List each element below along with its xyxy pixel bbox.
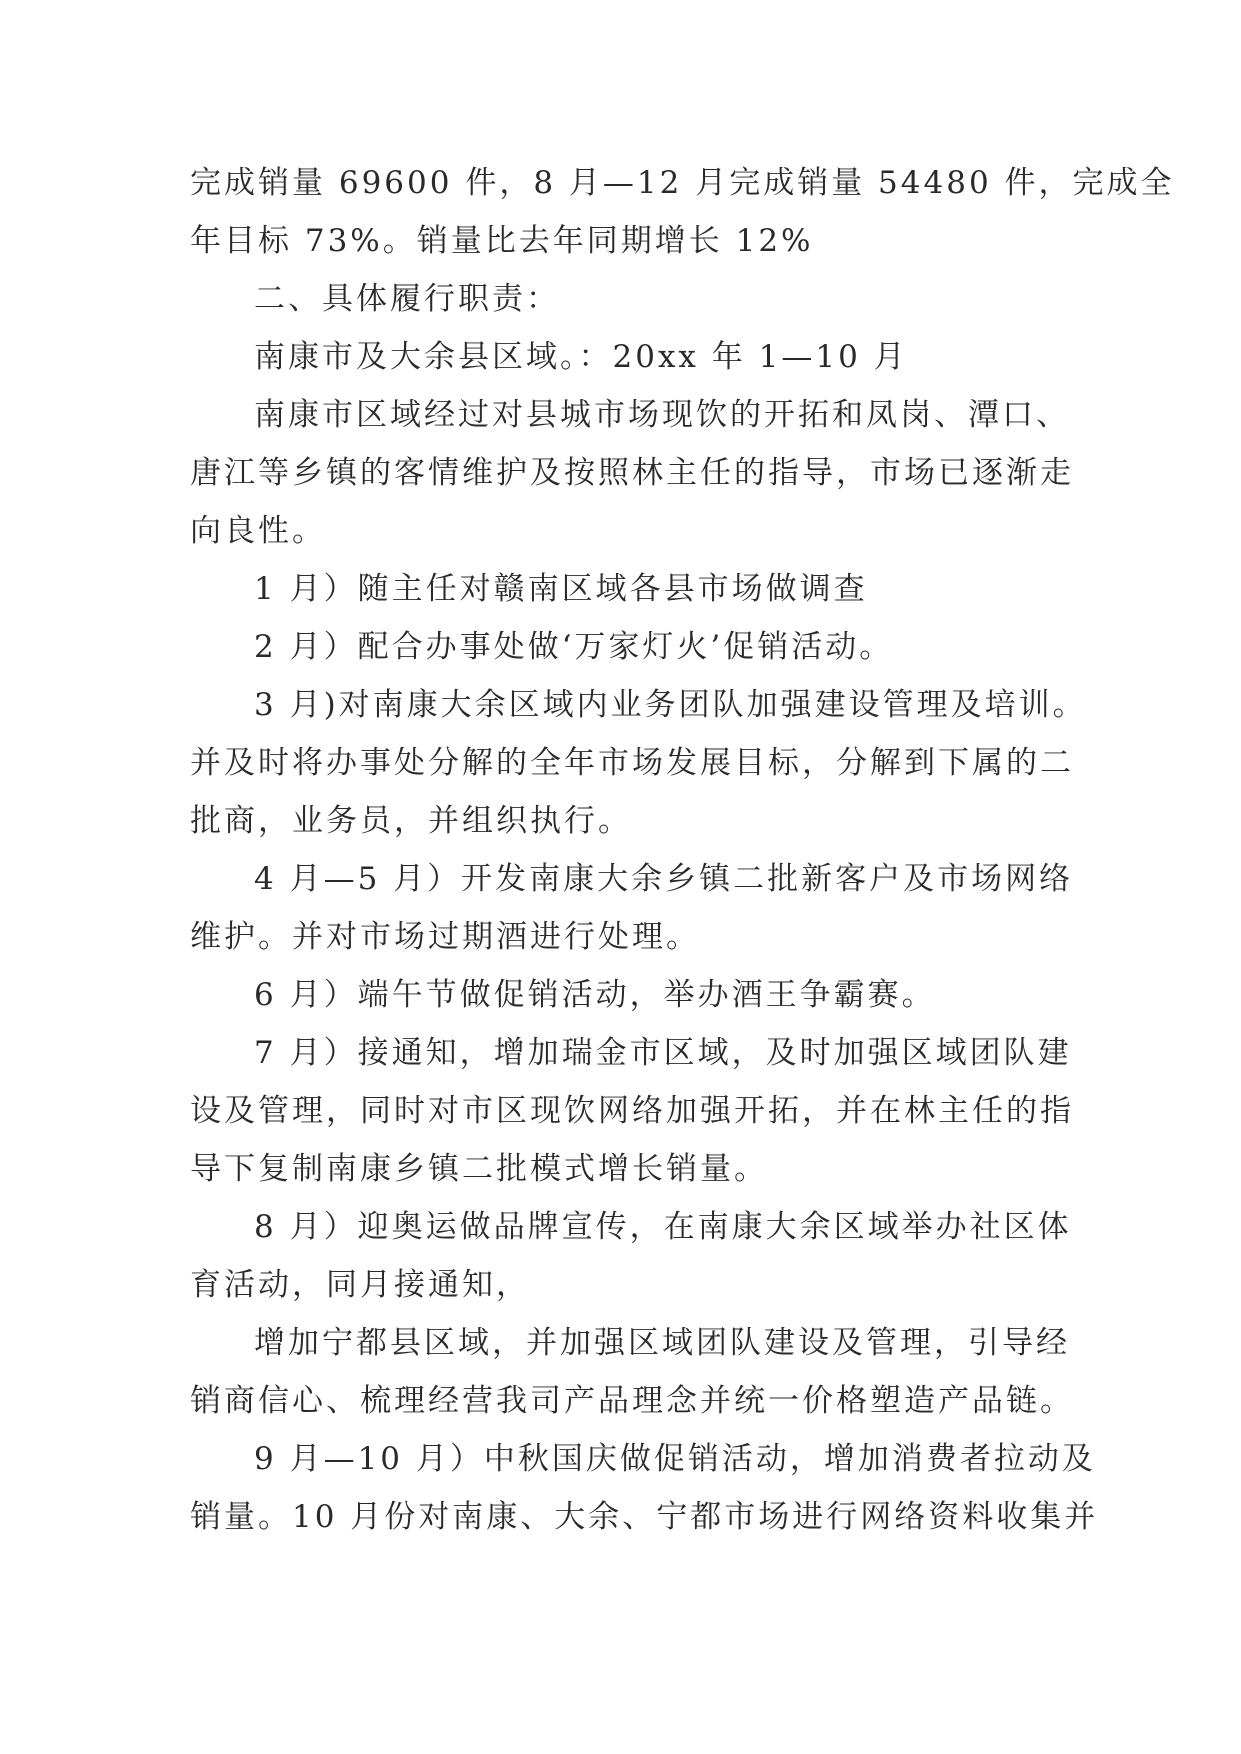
text-line: 完成销量 69600 件，8 月—12 月完成销量 54480 件，完成全 (190, 165, 1175, 201)
document-body (190, 154, 1175, 1546)
text-line: 维护。并对市场过期酒进行处理。 (190, 919, 700, 955)
text-line: 设及管理，同时对市区现饮网络加强开拓，并在林主任的指 (190, 1093, 1074, 1129)
section-heading: 二、具体履行职责： (254, 281, 560, 317)
text-line: 导下复制南康乡镇二批模式增长销量。 (190, 1151, 768, 1187)
text-line: 增加宁都县区域，并加强区域团队建设及管理，引导经 (254, 1325, 1070, 1361)
text-line: 向良性。 (190, 513, 326, 549)
text-line: 8 月）迎奥运做品牌宣传，在南康大余区域举办社区体 (254, 1209, 1072, 1245)
text-line: 南康市区域经过对县城市场现饮的开拓和凤岗、潭口、 (254, 397, 1070, 433)
text-line: 7 月）接通知，增加瑞金市区域，及时加强区域团队建 (254, 1035, 1072, 1071)
text-line: 销商信心、梳理经营我司产品理念并统一价格塑造产品链。 (190, 1383, 1074, 1419)
text-line: 育活动，同月接通知， (190, 1267, 530, 1303)
text-line: 6 月）端午节做促销活动，举办酒王争霸赛。 (254, 977, 936, 1013)
text-line: 1 月）随主任对赣南区域各县市场做调查 (254, 571, 868, 607)
text-line: 9 月—10 月）中秋国庆做促销活动，增加消费者拉动及 (254, 1441, 1096, 1477)
text-line: 唐江等乡镇的客情维护及按照林主任的指导，市场已逐渐走 (190, 455, 1074, 491)
text-line: 4 月—5 月）开发南康大余乡镇二批新客户及市场网络 (254, 861, 1074, 897)
text-line: 年目标 73%。销量比去年同期增长 12% (190, 223, 814, 259)
text-line: 南康市及大余县区域。：20xx 年 1—10 月 (254, 339, 908, 375)
text-line: 批商，业务员，并组织执行。 (190, 803, 632, 839)
text-line: 并及时将办事处分解的全年市场发展目标，分解到下属的二 (190, 745, 1074, 781)
text-line: 销量。10 月份对南康、大余、宁都市场进行网络资料收集并 (190, 1499, 1099, 1535)
text-line: 2 月）配合办事处做‘万家灯火’促销活动。 (254, 629, 894, 665)
text-line: 3 月)对南康大余区域内业务团队加强建设管理及培训。 (254, 687, 1087, 723)
